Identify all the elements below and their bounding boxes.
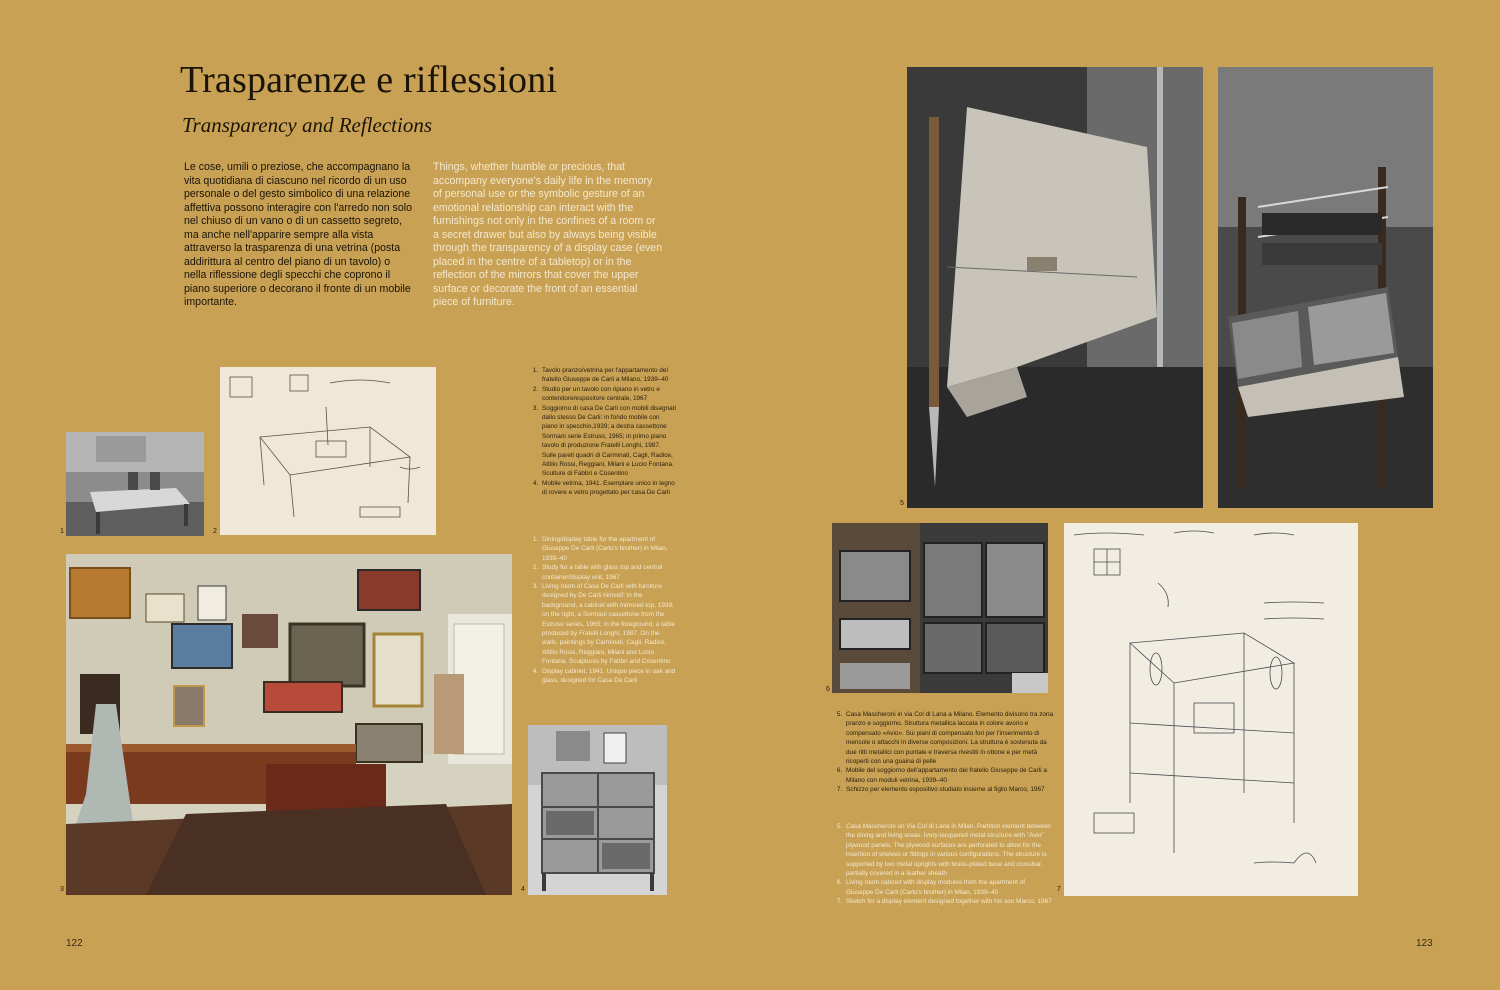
caption-item: 6. Living room cabinet with display modules from the apartment of Giuseppe De Carli (Carlo's brother) in Milan, 1939–40 [844,878,1054,897]
photo-display-cabinet [528,725,667,895]
caption-item: 4. Display cabinet, 1941. Unique piece in oak and glass, designed for Casa De Carli [540,667,676,686]
sketch-table [220,367,436,535]
caption-item: 7. Schizzo per elemento espositivo studiato insieme al figlio Marco, 1967 [844,785,1054,794]
captions-left-english [528,535,676,686]
intro-italian: Le cose, umili o preziose, che accompagnano la vita quotidiana di ciascuno nel ricordo di un uso personale o del gesto simbolico di una relazione affettiva possono interagire con l'arredo non solo nel chiuso di un vano o di un cassetto segreto, ma anche nell'apparire sempre alla vista attraverso la trasparenza di una vetrina (posta addirittura al centro del piano di un tavolo) o nella riflessione degli specchi che coprono il piano superiore o decorano il fronte di un mobile importante. [184,161,412,308]
photo-cabinet-modules [832,523,1048,693]
caption-item: 2. Study for a table with glass top and central container/display unit, 1967 [540,563,676,582]
caption-item: 1. Dining/display table for the apartment of Giuseppe De Carli (Carlo's brother) in Milan, 1939–40 [540,535,676,563]
photo-dining-table [66,432,204,536]
photo-living-room [66,554,512,895]
captions-right-italian [832,710,1054,795]
caption-item: 7. Sketch for a display element designed together with his son Marco, 1967 [844,897,1054,906]
figure-number: 4 [521,886,525,893]
caption-item: 6. Mobile del soggiorno dell'appartamento del fratello Giuseppe de Carli a Milano con moduli vetrina, 1939–40 [844,766,1054,785]
caption-item: 3. Living room of Casa De Carli with furniture designed by De Carli himself: in the background, a cabinet with mirrored top, 1939; on the right, a Sormani cassettone from the Estruso series, 1965; in the foreground, a table produced by Fratelli Longhi, 1987. On the walls, paintings by Carminati, Cagli, Radice, Attilio Rossi, Reggiani, Milani and Lucio Fontana. Sculptures by Fabbri and Cosentino [540,582,676,667]
caption-item: 1. Tavolo pranzo/vetrina per l'appartamento del fratello Giuseppe de Carli a Milano, 1939–40 [540,366,676,385]
sketch-display-element [1064,523,1358,896]
caption-item: 3. Soggiorno di casa De Carli con mobili disegnati dallo stesso De Carli: in fondo mobile con piano in specchio,1939; a destra cassettone Sormani serie Estruso, 1965; in primo piano tavolo di produzione Fratelli Longhi, 1987. Sulle pareti quadri di Carminati, Cagli, Radice, Attilio Rossi, Reggiani, Milani e Lucio Fontana. Sculture di Fabbri e Cosentino [540,404,676,479]
page-number-left: 122 [66,938,83,949]
intro-english: Things, whether humble or precious, that accompany everyone's daily life in the memory of personal use or the symbolic gesture of an emotional relationship can interact with the furnishings not only in the confines of a room or a secret drawer but also by always being visible through the transparency of a display case (even placed in the centre of a tabletop) or in the reflection of the mirrors that cover the upper surface or decorate the front of an essential piece of furniture. [433,161,663,308]
page-subtitle: Transparency and Reflections [182,113,433,137]
captions-left-italian [528,366,676,498]
figure-number: 3 [60,886,64,893]
figure-number: 1 [60,528,64,535]
page-title: Trasparenze e riflessioni [180,59,558,101]
figure-number: 5 [900,500,904,507]
photo-bookshelf [1218,67,1433,508]
captions-right-english [832,822,1054,907]
figure-number: 7 [1057,886,1061,893]
caption-item: 5. Casa Mascheroni on Via Col di Lana in Milan. Partition element between the dining and living areas. Ivory-lacquered metal structure with "Avio" plywood panels. The plywood surfaces are perforated to allow for the insertion of shelves or fittings in various configurations. The structure is supported by two metal uprights with brass-plated base and crossbar, partially covered in a leather sheath [844,822,1054,878]
caption-item: 5. Casa Mascheroni in via Col di Lana a Milano. Elemento divisorio tra zona pranzo e soggiorno. Struttura metallica laccata in colore avorio e compensato «Avio». Sui piani di compensato fori per l'inserimento di mensole o attacchi in diverse composizioni. La struttura è sostenuta da due ritti metallici con puntale e traversa rivestiti in ottone e per metà ricoperti con una guaina di pelle [844,710,1054,766]
page-number-right: 123 [1416,938,1433,949]
caption-item: 4. Mobile vetrina, 1941. Esemplare unico in legno di rovere e vetro progettato per casa De Carli [540,479,676,498]
photo-partition-element [907,67,1203,508]
figure-number: 2 [213,528,217,535]
caption-item: 2. Studio per un tavolo con ripiano in vetro e contenitore/espositore centrale, 1967 [540,385,676,404]
figure-number: 6 [826,686,830,693]
